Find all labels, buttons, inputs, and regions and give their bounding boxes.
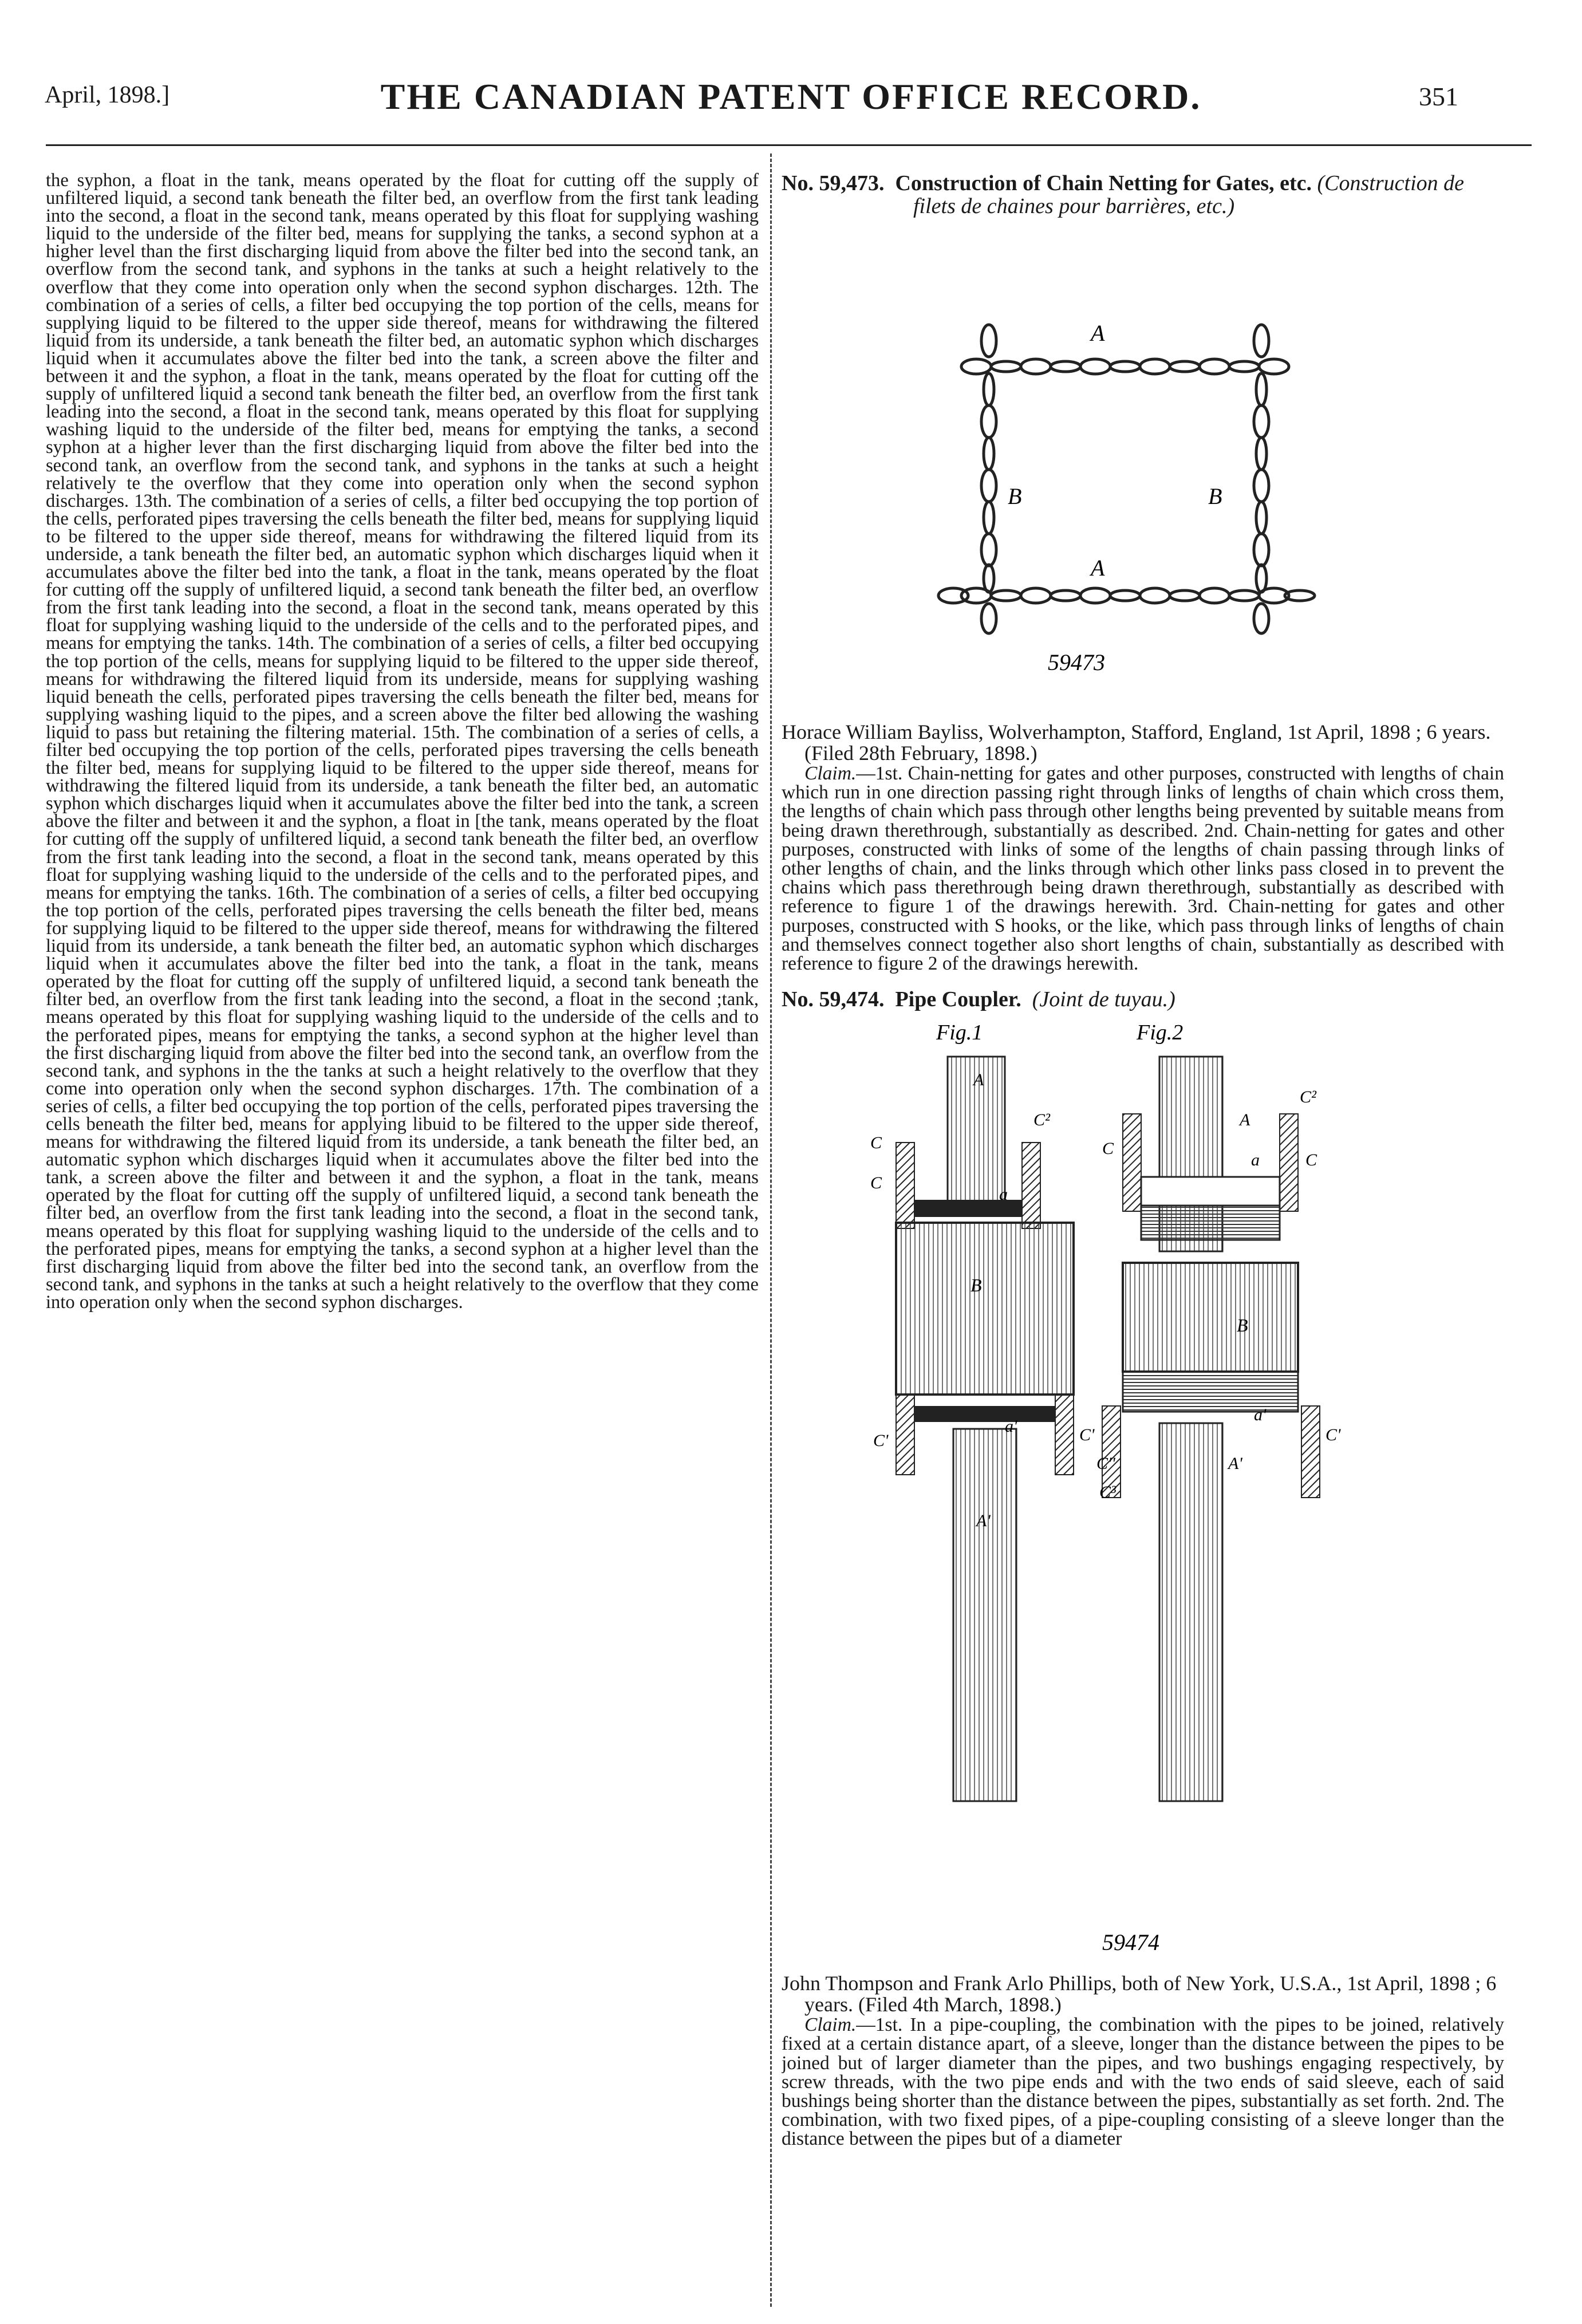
claim-text bbox=[782, 2015, 1504, 2148]
figure-label: A' bbox=[976, 1511, 991, 1531]
figure-label: B bbox=[1237, 1315, 1248, 1336]
figure-label: A bbox=[1091, 320, 1105, 346]
claim-body: —1st. In a pipe-coupling, the combination with the pipes to be joined, relatively fixed at a certain distance apart, of a sleeve, longer than the distance between the pipes to be joined but of larger diameter than the pipes, and two bushings engaging respectively, by screw threads, with the two pipe ends and with the two ends of said sleeve, each of said bushings being shorter than the distance between the pipes, substantially as set forth. 2nd. The combination, with two fixed pipes, of a pipe-coupling consisting of a sleeve longer than the distance between the pipes but of a diameter bbox=[782, 2014, 1504, 2150]
patent-number: No. 59,474. bbox=[782, 987, 885, 1012]
figure-label: C bbox=[870, 1173, 882, 1193]
fig1-label: Fig.1 bbox=[936, 1021, 983, 1045]
entry-heading bbox=[782, 988, 1504, 1011]
figure-label: C' bbox=[873, 1431, 889, 1451]
inventor-line: John Thompson and Frank Arlo Phillips, both of New York, U.S.A., 1st April, 1898 ; 6 years. (Filed 4th March, 1898.) bbox=[782, 1972, 1497, 2016]
figure-label: C² bbox=[1033, 1110, 1051, 1130]
fig2-pipe bbox=[1102, 1057, 1320, 1801]
figure-label: a' bbox=[1005, 1417, 1017, 1436]
page-number: 351 bbox=[1419, 82, 1458, 111]
figure-label: C'' bbox=[1096, 1454, 1115, 1474]
header-rule bbox=[46, 144, 1532, 146]
journal-title: THE CANADIAN PATENT OFFICE RECORD. bbox=[380, 76, 1202, 117]
figure-label: C' bbox=[1079, 1425, 1095, 1445]
claim-label: Claim. bbox=[804, 763, 857, 784]
page-header bbox=[0, 76, 1582, 120]
patent-french-title: (Joint de tuyau.) bbox=[1032, 987, 1175, 1012]
figure-label: a bbox=[999, 1185, 1008, 1204]
fig1-pipe bbox=[896, 1057, 1074, 1801]
figure-label: C bbox=[870, 1133, 882, 1153]
figure-label: a' bbox=[1254, 1405, 1267, 1425]
figure-label: A' bbox=[1228, 1454, 1242, 1474]
figure-label: C bbox=[1102, 1139, 1114, 1159]
pipe-coupler-drawing bbox=[782, 1011, 1504, 1973]
figure-label: B bbox=[1008, 483, 1022, 509]
inventor-line: Horace William Bayliss, Wolverhampton, Stafford, England, 1st April, 1898 ; 6 years. (Filed 28th February, 1898.) bbox=[782, 720, 1491, 765]
patent-number: No. 59,473. bbox=[782, 172, 885, 195]
figure-label: C bbox=[1305, 1151, 1317, 1170]
left-column bbox=[46, 172, 759, 2285]
patent-entry-59473 bbox=[782, 172, 1504, 973]
claim-label: Claim. bbox=[804, 2014, 857, 2036]
figure-caption: 59473 bbox=[1048, 649, 1105, 675]
figure-label: C' bbox=[1325, 1425, 1341, 1445]
figure-label: C² bbox=[1300, 1088, 1317, 1107]
patent-title: Pipe Coupler. bbox=[895, 987, 1021, 1012]
claim-text bbox=[782, 764, 1504, 973]
patent-french-title: (Construction de filets de chaines pour barrières, etc.) bbox=[913, 172, 1464, 218]
figure-label: B bbox=[1208, 483, 1222, 509]
figure-label: A bbox=[973, 1070, 984, 1090]
figure-label: B bbox=[970, 1275, 982, 1296]
figure-label: A bbox=[1091, 555, 1105, 581]
patent-title: Construction of Chain Netting for Gates, etc. bbox=[895, 172, 1312, 195]
figure-label: C³ bbox=[1099, 1483, 1117, 1502]
figure-label: a bbox=[1251, 1151, 1260, 1170]
figure-pipe-coupler bbox=[782, 1011, 1504, 1973]
entry-heading bbox=[782, 172, 1504, 218]
column-divider bbox=[770, 153, 772, 2307]
figure-label: A bbox=[1240, 1110, 1250, 1130]
header-date: April, 1898.] bbox=[45, 82, 170, 108]
patent-entry-59474 bbox=[782, 988, 1504, 2148]
figure-caption: 59474 bbox=[1102, 1929, 1159, 1956]
right-column bbox=[782, 172, 1504, 2302]
fig2-label: Fig.2 bbox=[1137, 1021, 1183, 1045]
chain-netting-drawing bbox=[782, 218, 1504, 722]
claim-body: —1st. Chain-netting for gates and other purposes, constructed with lengths of chain which run in one direction passing right through links of lengths of chain which cross them, the lengths of chain which pass through other lengths being prevented by suitable means from being drawn therethrough, substantially as described. 2nd. Chain-netting for gates and other purposes, constructed with links of some of the lengths of chain passing through links of other lengths of chain, and the links through which other links pass closed in to prevent the chains which pass therethrough being drawn therethrough, substantially as described with reference to figure 1 of the drawings herewith. 3rd. Chain-netting for gates and other purposes, constructed with S hooks, or the like, which pass through links of lengths of chain and themselves connect together also short lengths of chain, substantially as described with reference to figure 2 of the drawings herewith. bbox=[782, 763, 1504, 975]
continued-claims-text: the syphon, a float in the tank, means operated by the float for cutting off the supply of unfiltered liquid, a second tank beneath the filter bed, an overflow from the first tank leading into the second, a float in the second tank, means operated by this float for supplying washing liquid to the underside of the filter bed, means for supplying the tanks, a second syphon at a higher level than the first discharging liquid from above the filter bed into the second tank, an overflow from the second tank, and syphons in the tanks at such a height relatively to the overflow that they come into operation only when the second syphon discharges. 12th. The combination of a series of cells, a filter bed occupying the top portion of the cells, means for supplying liquid to be filtered to the upper side thereof, means for withdrawing the filtered liquid from its underside, a tank beneath the filter bed, an automatic syphon which discharges liquid when it accumulates above the filter bed into the tank, a screen above the filter and between it and the syphon, a float in the tank, means operated by the float for cutting off the supply of unfiltered liquid a second tank beneath the filter bed, an overflow from the first tank leading into the second, a float in the second tank, means operated by this float for supplying washing liquid to the underside of the filter bed, means for emptying the tanks, a second syphon at a higher lever than the first discharging liquid from above the filter bed into the second tank, an overflow from the second tank, and syphons in the tanks at such a height relatively te the overflow that they come into operation only when the second syphon discharges. 13th. The combination of a series of cells, a filter bed occupying the top portion of the cells, perforated pipes traversing the cells beneath the filter bed, means for supplying liquid to be filtered to the upper side thereof, means for withdrawing the filtered liquid from its underside, a tank beneath the filter bed, an automatic syphon which discharges liquid when it accumulates above the filter bed into the tank, a float in the tank, means operated by the float for cutting off the supply of unfiltered liquid, a second tank beneath the filter bed, an overflow from the first tank leading into the second, a float in the second tank, means operated by this float for supplying washing liquid to the underside of the cells and to the perforated pipes, and means for emptying the tanks. 14th. The combination of a series of cells, a filter bed occupying the top portion of the cells, means for supplying liquid to be filtered to the upper side thereof, means for withdrawing the filtered liquid from its underside, means for supplying washing liquid beneath the cells, perforated pipes traversing the cells beneath the filter bed, means for supplying washing liquid to the pipes, and a screen above the filter bed allowing the washing liquid to pass but retaining the filtering material. 15th. The combination of a series of cells, a filter bed occupying the top portion of the cells, perforated pipes traversing the cells beneath the filter bed, means for supplying liquid to be filtered to the upper side thereof, means for withdrawing the filtered liquid from its underside, a tank beneath the filter bed, an automatic syphon which discharges liquid when it accumulates above the filter bed into the tank, a screen above the filter and between it and the syphon, a float in [the tank, means operated by the float for cutting off the supply of unfiltered liquid, a second tank beneath the filter bed, an overflow from the first tank leading into the second, a float in the second tank, means operated by this float for supplying washing liquid to the underside of the cells and to the perforated pipes, and means for emptying the tanks. 16th. The combination of a series of cells, a filter bed occupying the top portion of the cells, perforated pipes traversing the cells beneath the filter bed, means for supplying liquid to be filtered to the upper side thereof, means for withdrawing the filtered liquid from its underside, a tank beneath the filter bed, an automatic syphon which discharges liquid when it accumulates above the filter bed into the tank, a float in the tank, means operated by the float for cutting off the supply of unfiltered liquid, a second tank beneath the filter bed, an overflow from the first tank leading into the second, a float in the second ;tank, means operated by this float for supplying washing liquid to the underside of the cells and to the perforated pipes, means for emptying the tanks, a second syphon at the higher level than the first discharging liquid from above the filter bed into the second tank, an overflow from the second tank, and syphons in the the tanks at such a height relatively to the overflow that they come into operation only when the second syphon discharges. 17th. The combination of a series of cells, a filter bed occupying the top portion of the cells, perforated pipes traversing the cells beneath the filter bed, means for applying libuid to be filtered to the upper side thereof, means for withdrawing the filtered liquid from its underside, a tank beneath the filter bed, an automatic syphon which discharges liquid when it accumulates above the filter bed into the tank, a screen above the filter and between it and the syphon, a float in the tank, means operated by the float for cutting off the supply of unfiltered liquid, a second tank beneath the filter bed, an overflow from the first tank leading into the second, a float in the second tank, means operated by this float for supplying washing liquid to the underside of the cells and to the perforated pipes, means for emptying the tanks, a second syphon at a higher level than the first discharging liquid from above the filter bed into the second tank, an overflow from the second tank, and syphons in the tanks at such a height relatively to the overflow that they come into operation only when the second syphon discharges. bbox=[46, 172, 759, 1313]
figure-chain-netting bbox=[782, 218, 1504, 722]
